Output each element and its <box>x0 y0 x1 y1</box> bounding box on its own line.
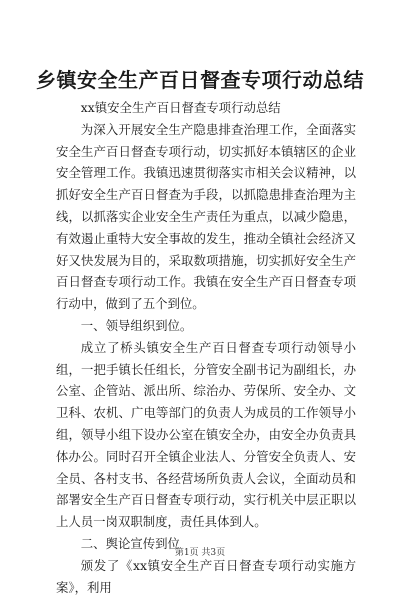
paragraph: 为深入开展安全生产隐患排查治理工作，全面落实安全生产百日督查专项行动，切实抓好本镇辖区的企业安全管理工作。我镇迅速贯彻落实市相关会议精神，以抓好安全生产百日督查为手段，以抓隐患排查治理为主线，以抓落实企业安全生产责任为重点，以减少隐患，有效遏止重特大安全事故的发生，推动全镇社会经济又好又快发展为目的，采取数项措施，切实抓好安全生产百日督查专项行动工作。我镇在安全生产百日督查专项行动中，做到了五个到位。 <box>56 121 356 312</box>
paragraph: 成立了桥头镇安全生产百日督查专项行动领导小组，一把手镇长任组长，分管安全副书记为副组长，办公室、企管站、派出所、综治办、劳保所、安全办、文卫科、农机、广电等部门的负责人为成员的工作领导小组，领导小组下设办公室在镇安全办，由安全办负责具体办公。同时召开全镇企业法人、分管安全负责人、安全员、各村支书、各经营场所负责人会议，全面动员和部署安全生产百日督查专项行动，实行机关中层正职以上人员一岗双职制度，责任具体到人。 <box>56 339 356 530</box>
section-heading: 一、领导组织到位。 <box>80 317 193 333</box>
page-number-footer: 第1页 共3页 <box>174 548 226 558</box>
paragraph: 颁发了《xx镇安全生产百日督查专项行动实施方案》，利用 <box>56 557 356 595</box>
document-body <box>56 97 356 598</box>
section-heading: 二、舆论宣传到位 <box>80 535 180 551</box>
document-subtitle: xx镇安全生产百日督查专项行动总结 <box>80 100 281 115</box>
document-title: 乡镇安全生产百日督查专项行动总结 <box>36 68 364 92</box>
